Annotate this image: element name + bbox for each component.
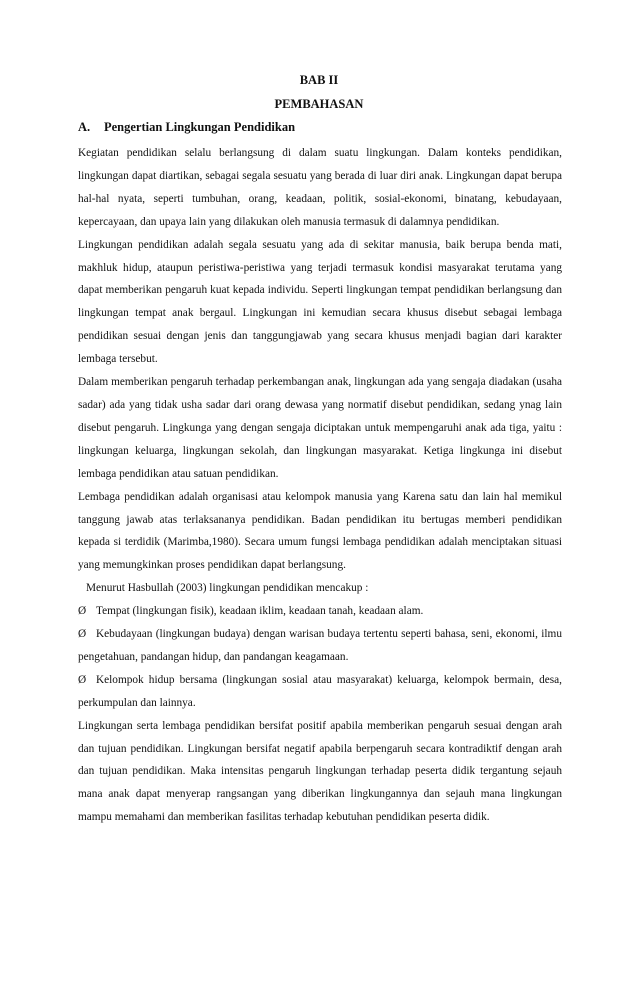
list-item: [78, 669, 562, 715]
list-intro: Menurut Hasbullah (2003) lingkungan pendidikan mencakup :: [86, 582, 369, 595]
section-heading: [78, 120, 295, 135]
bullet-icon: Ø: [78, 673, 87, 686]
list-item-text: Kelompok hidup bersama (lingkungan sosial atau masyarakat) keluarga, kelompok bermain, desa, perkumpulan dan lainnya.: [78, 673, 562, 709]
list-item: [78, 623, 562, 669]
paragraph: Dalam memberikan pengaruh terhadap perkembangan anak, lingkungan ada yang sengaja diadakan (usaha sadar) ada yang tidak usha sadar dari orang dewasa yang normatif disebut pendidikan, sedang ynag lain disebut pengaruh. Lingkunga yang dengan sengaja diciptakan untuk mempengaruhi anak ada tiga, yaitu : lingkungan keluarga, lingkungan sekolah, dan lingkungan masyarakat. Ketiga lingkunga ini disebut lembaga pendidikan atau satuan pendidikan.: [78, 376, 562, 480]
section-number: A.: [78, 120, 91, 134]
paragraph: Kegiatan pendidikan selalu berlangsung di dalam suatu lingkungan. Dalam konteks pendidikan, lingkungan dapat diartikan, sebagai segala sesuatu yang berada di luar diri anak. Lingkungan dapat berupa hal-hal nyata, seperti tumbuhan, orang, keadaan, politik, sosial-ekonomi, binatang, kebudayaan, kepercayaan, dan upaya lain yang dilakukan oleh manusia termasuk di dalamnya pendidikan.: [78, 147, 562, 228]
list-item-text: Kebudayaan (lingkungan budaya) dengan warisan budaya tertentu seperti bahasa, seni, ekonomi, ilmu pengetahuan, pandangan hidup, dan pandangan keagamaan.: [78, 628, 562, 663]
paragraph: Lingkungan pendidikan adalah segala sesuatu yang ada di sekitar manusia, baik berupa benda mati, makhluk hidup, ataupun peristiwa-peristiwa yang terjadi termasuk kondisi masyarakat terutama yang dapat memberikan pengaruh kuat kepada individu. Seperti lingkungan tempat pendidikan berlangsung dan lingkungan tempat anak bergaul. Lingkungan ini kemudian secara khusus disebut sebagai lembaga pendidikan sesuai dengan jenis dan tanggungjawab yang secara khusus menjadi bagian dari karakter lembaga tersebut.: [78, 238, 562, 366]
section-title: Pengertian Lingkungan Pendidikan: [104, 120, 296, 134]
bullet-icon: Ø: [78, 628, 87, 641]
chapter-heading: BAB II: [299, 73, 339, 87]
document-body: [78, 142, 562, 829]
bullet-icon: Ø: [78, 605, 87, 618]
closing-paragraph: Lingkungan serta lembaga pendidikan bersifat positif apabila memberikan pengaruh sesuai dengan arah dan tujuan pendidikan. Lingkungan bersifat negatif apabila berpengaruh secara kontradiktif dengan arah dan tujuan pendidikan. Maka intensitas pengaruh lingkungan terhadap peserta didik tergantung sejauh mana anak dapat menyerap rangsangan yang diberikan lingkungannya dan sejauh mana lingkungan mampu memahami dan memberikan fasilitas terhadap kebutuhan pendidikan peserta didik.: [78, 719, 562, 824]
list-item: [78, 600, 562, 623]
list-item-text: Tempat (lingkungan fisik), keadaan iklim, keadaan tanah, keadaan alam.: [96, 605, 424, 618]
page-title: PEMBAHASAN: [274, 97, 364, 111]
paragraph: Lembaga pendidikan adalah organisasi atau kelompok manusia yang Karena satu dan lain hal memikul tanggung jawab atas terlaksananya pendidikan. Badan pendidikan itu bertugas memberi pendidikan kepada si terdidik (Marimba,1980). Secara umum fungsi lembaga pendidikan adalah menciptakan situasi yang memungkinkan proses pendidikan dapat berlangsung.: [78, 490, 562, 572]
